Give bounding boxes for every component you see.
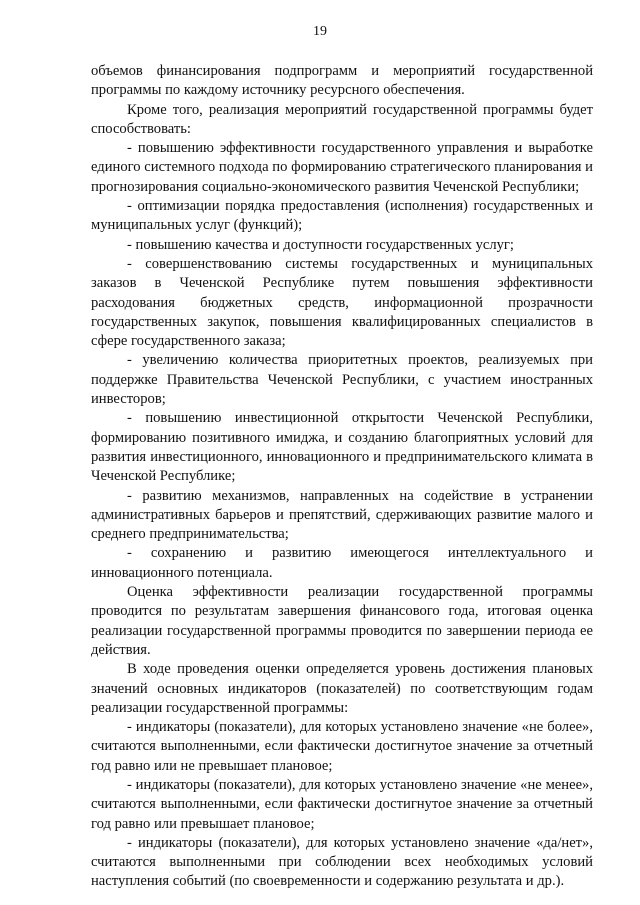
page-number: 19 (313, 24, 327, 39)
list-item: - совершенствованию системы государственных и муниципальных заказов в Чеченской Республике путем повышения эффективности расходования бюджетных средств, информационной прозрачности государственных закупок, повышения квалифицированных специалистов в сфере государственного заказа; (91, 255, 593, 350)
list-item: - увеличению количества приоритетных проектов, реализуемых при поддержке Правительства Чеченской Республики, с участием иностранных инвесторов; (91, 352, 593, 408)
list-item: - оптимизации порядка предоставления (исполнения) государственных и муниципальных услуг (функций); (91, 198, 593, 234)
paragraph: Кроме того, реализация мероприятий государственной программы будет способствовать: (91, 101, 593, 137)
paragraph: Оценка эффективности реализации государственной программы проводится по результатам завершения финансового года, итоговая оценка реализации государственной программы проводится по завершении периода ее действия. (91, 584, 593, 658)
paragraph: объемов финансирования подпрограмм и мероприятий государственной программы по каждому источнику ресурсного обеспечения. (91, 63, 593, 99)
document-body (91, 62, 593, 892)
list-item: - повышению качества и доступности государственных услуг; (127, 236, 514, 253)
list-item: - индикаторы (показатели), для которых установлено значение «не более», считаются выполненными, если фактически достигнутое значение за отчетный год равно или не превышает плановое; (91, 719, 593, 774)
paragraph: В ходе проведения оценки определяется уровень достижения плановых значений основных индикаторов (показателей) по соответствующим годам реализации государственной программы: (91, 661, 593, 716)
list-item: - индикаторы (показатели), для которых установлено значение «не менее», считаются выполненными, если фактически достигнутое значение за отчетный год равно или превышает плановое; (91, 776, 593, 832)
list-item: - повышению инвестиционной открытости Чеченской Республики, формированию позитивного имиджа, и созданию благоприятных условий для развития инвестиционного, инновационного и предпринимательского климата в Чеченской Республике; (91, 410, 593, 485)
list-item: - индикаторы (показатели), для которых установлено значение «да/нет», считаются выполненными при соблюдении всех необходимых условий наступления событий (по своевременности и содержанию результата и др.). (91, 834, 593, 890)
list-item: - развитию механизмов, направленных на содействие в устранении административных барьеров и препятствий, сдерживающих развитие малого и среднего предпринимательства; (91, 487, 593, 543)
list-item: - сохранению и развитию имеющегося интеллектуального и инновационного потенциала. (91, 545, 593, 581)
list-item: - повышению эффективности государственного управления и выработке единого системного подхода по формированию стратегического планирования и прогнозирования социально-экономического развития Чеченской Республики; (91, 140, 593, 195)
